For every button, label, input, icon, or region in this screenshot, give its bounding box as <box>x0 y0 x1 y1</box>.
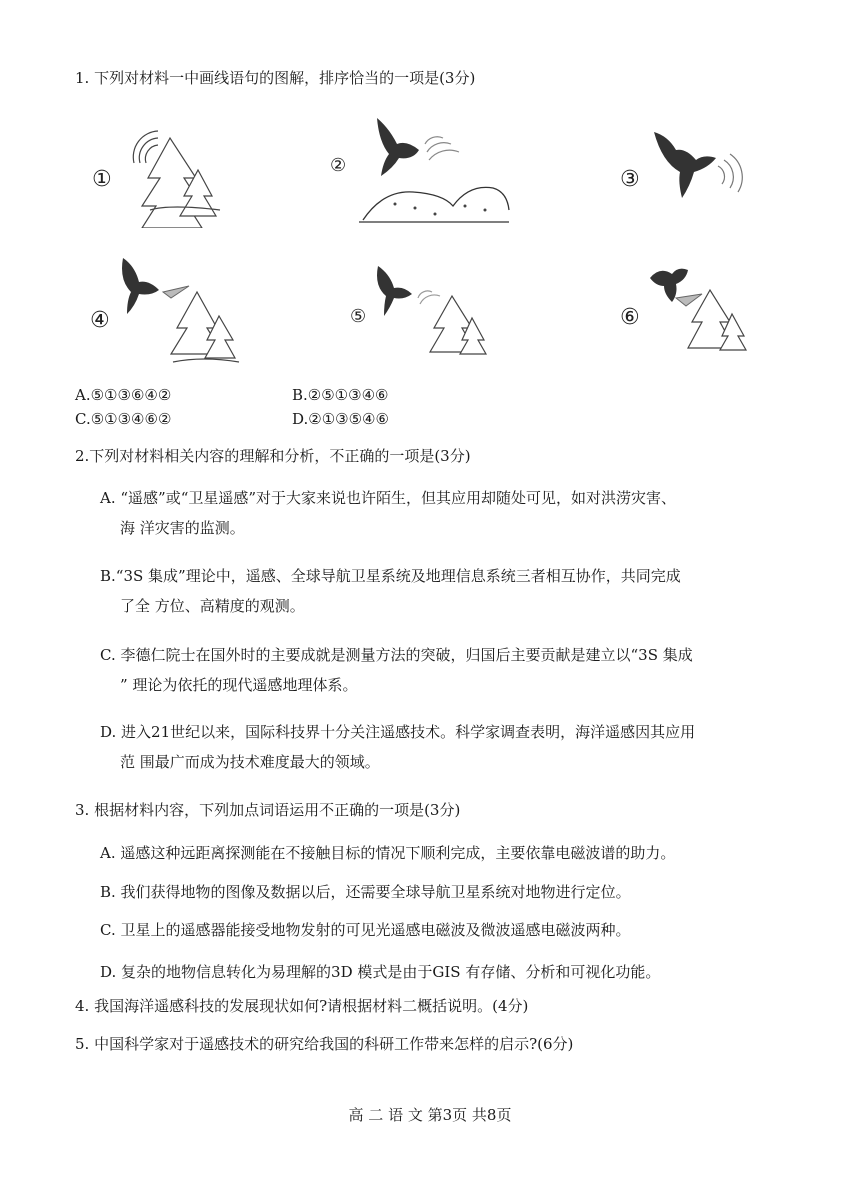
q3-option-c: C. 卫星上的遥感器能接受地物发射的可见光遥感电磁波及微波遥感电磁波两种。 <box>100 921 631 939</box>
q5-stem: 5. 中国科学家对于遥感技术的研究给我国的科研工作带来怎样的启示?(6分) <box>75 1035 574 1053</box>
bat-signal-tree-figure-5 <box>372 262 492 362</box>
bat-signal-tree-figure-4 <box>115 252 245 370</box>
page-footer: 高 二 语 文 第3页 共8页 <box>348 1106 512 1124</box>
q2-option-c-line1: C. 李德仁院士在国外时的主要成就是测量方法的突破，归国后主要贡献是建立以“3S 集成 <box>100 646 693 664</box>
q3-option-a: A. 遥感这种远距离探测能在不接触目标的情况下顺利完成，主要依靠电磁波谱的助力。 <box>100 844 676 862</box>
q3-option-d: D. 复杂的地物信息转化为易理解的3D 模式是由于GIS 有存储、分析和可视化功能。 <box>100 963 661 981</box>
q4-stem: 4. 我国海洋遥感科技的发展现状如何?请根据材料二概括说明。(4分) <box>75 997 529 1015</box>
figure-label-5: ⑤ <box>350 306 367 327</box>
tree-with-waves-figure-1 <box>120 118 230 228</box>
q1-option-c: C.⑤①③④⑥② <box>75 410 172 428</box>
q2-option-c-line2: ” 理论为依托的现代遥感地理体系。 <box>120 676 358 694</box>
q2-option-d-line2: 范 围最广而成为技术难度最大的领域。 <box>120 753 380 771</box>
q3-stem: 3. 根据材料内容，下列加点词语运用不正确的一项是(3分) <box>75 801 461 819</box>
figure-label-2: ② <box>330 155 347 176</box>
q1-option-d: D.②①③⑤④⑥ <box>292 410 389 428</box>
q2-option-b-line1: B.“3S 集成”理论中，遥感、全球导航卫星系统及地理信息系统三者相互协作，共同完成 <box>100 567 681 585</box>
q1-stem: 1. 下列对材料一中画线语句的图解，排序恰当的一项是(3分) <box>75 69 476 87</box>
bat-over-hills-figure-2 <box>355 110 515 235</box>
bat-with-waves-figure-3 <box>648 122 748 222</box>
q3-option-b: B. 我们获得地物的图像及数据以后，还需要全球导航卫星系统对地物进行定位。 <box>100 883 631 901</box>
figure-label-3: ③ <box>620 167 640 192</box>
q1-option-a: A.⑤①③⑥④② <box>75 386 172 404</box>
q1-option-b: B.②⑤①③④⑥ <box>292 386 389 404</box>
bat-signal-tree-figure-6 <box>646 262 756 362</box>
figure-label-1: ① <box>92 167 112 192</box>
q2-option-d-line1: D. 进入21世纪以来，国际科技界十分关注遥感技术。科学家调查表明，海洋遥感因其应用 <box>100 723 696 741</box>
q2-option-b-line2: 了全 方位、高精度的观测。 <box>120 597 305 615</box>
q2-stem: 2.下列对材料相关内容的理解和分析，不正确的一项是(3分) <box>75 447 471 465</box>
figure-label-4: ④ <box>90 308 110 333</box>
figure-label-6: ⑥ <box>620 305 640 330</box>
q2-option-a-line1: A. “遥感”或“卫星遥感”对于大家来说也许陌生，但其应用却随处可见，如对洪涝灾害、 <box>100 489 677 507</box>
q2-option-a-line2: 海 洋灾害的监测。 <box>120 519 245 537</box>
